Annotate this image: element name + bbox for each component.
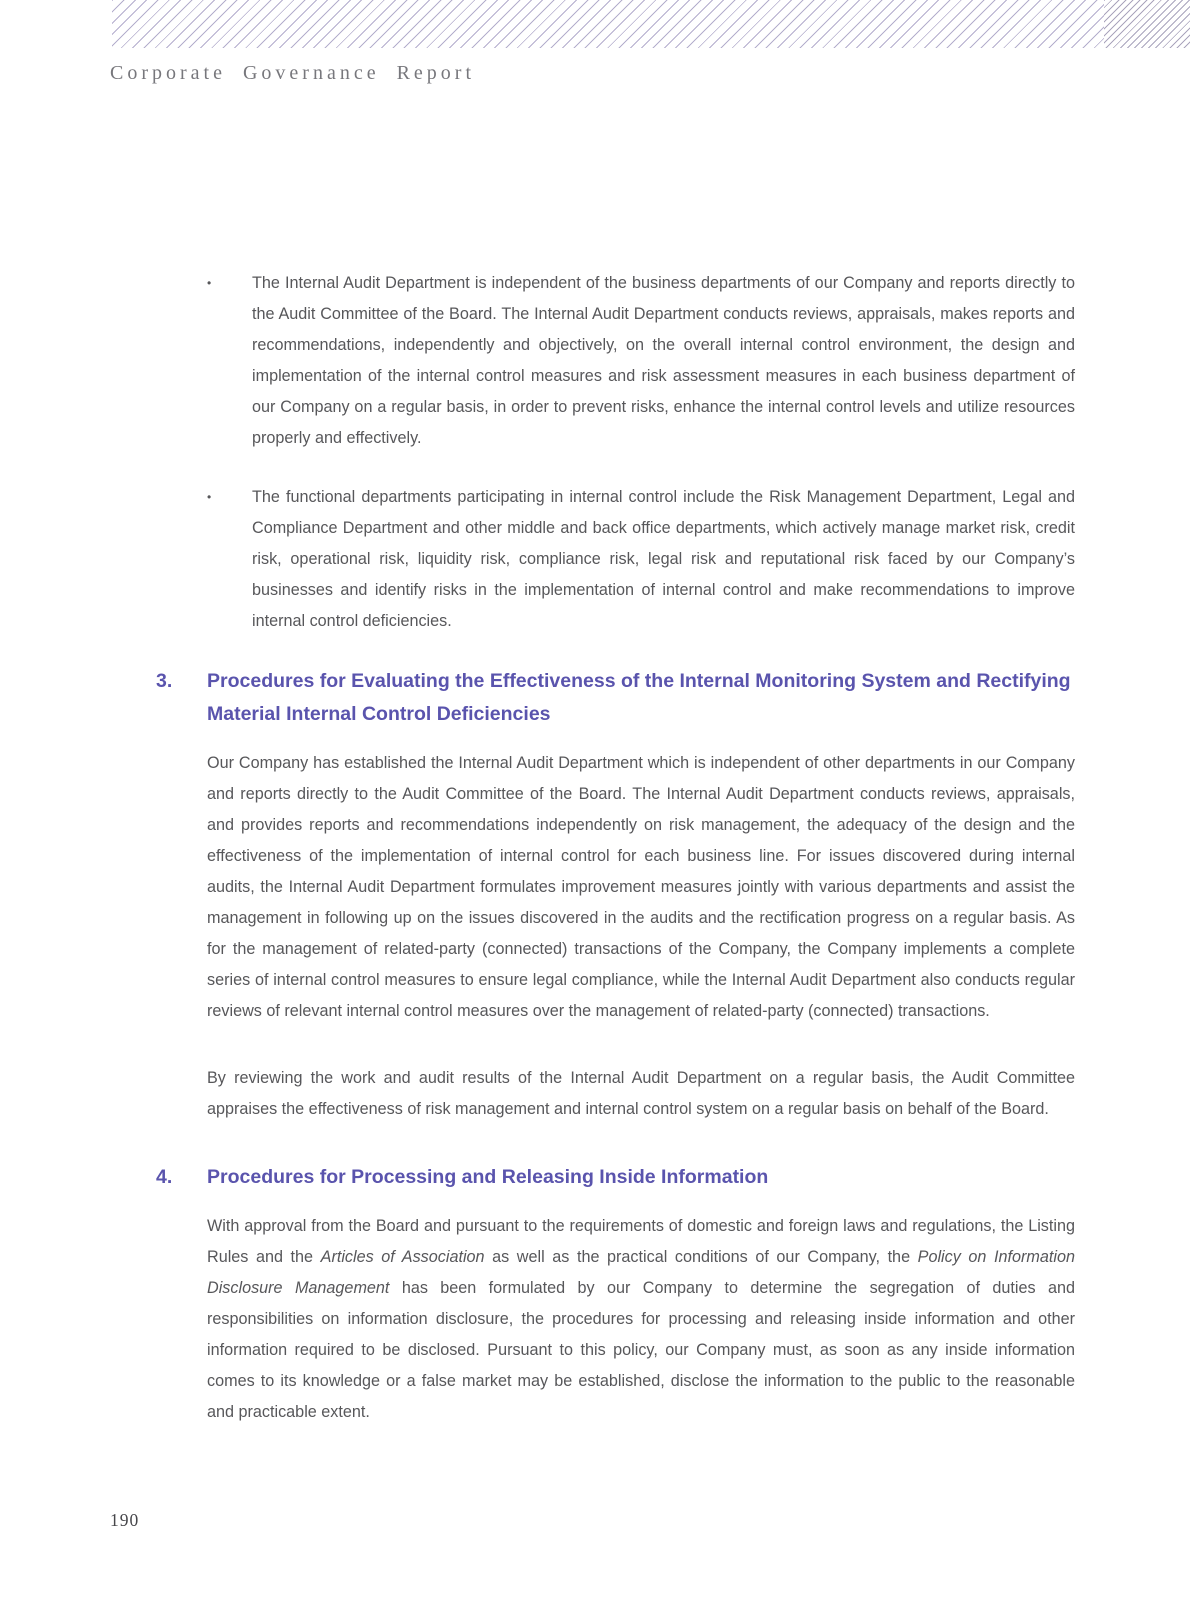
bullet-item-functional-departments [207, 482, 1075, 637]
section-4-heading [156, 1161, 1075, 1194]
bullet-text: The functional departments participating in internal control include the Risk Management Department, Legal and Compliance Department and other middle and back office departments, which actively manage market risk, credit risk, operational risk, liquidity risk, compliance risk, legal risk and reputational risk faced by our Company’s businesses and identify risks in the implementation of internal control and make recommendations to improve internal control deficiencies. [252, 488, 1075, 630]
hatch-banner-fine-section [1104, 0, 1190, 48]
bullet-dot-icon: • [207, 490, 212, 504]
bullet-text: The Internal Audit Department is independent of the business departments of our Company and reports directly to the Audit Committee of the Board. The Internal Audit Department conducts reviews, appraisals, makes reports and recommendations, independently and objectively, on the overall internal control environment, the design and implementation of the internal control measures and risk assessment measures in each business department of our Company on a regular basis, in order to prevent risks, enhance the internal control levels and utilize resources properly and effectively. [252, 274, 1075, 447]
bullet-item-internal-audit [207, 268, 1075, 454]
section-number: 3. [156, 670, 173, 692]
section-3-paragraph-1: Our Company has established the Internal Audit Department which is independent of other departments in our Company and reports directly to the Audit Committee of the Board. The Internal Audit Department conducts reviews, appraisals, and provides reports and recommendations independently on risk management, the adequacy of the design and the effectiveness of the implementation of internal control for each business line. For issues discovered during internal audits, the Internal Audit Department formulates improvement measures jointly with various departments and assist the management in following up on the issues discovered in the audits and the rectification progress on a regular basis. As for the management of related-party (connected) transactions of the Company, the Company implements a complete series of internal control measures to ensure legal compliance, while the Internal Audit Department also conducts regular reviews of relevant internal control measures over the management of related-party (connected) transactions. [207, 754, 1075, 1020]
page-number: 190 [110, 1510, 140, 1530]
section-number: 4. [156, 1166, 173, 1188]
bullet-dot-icon: • [207, 276, 212, 290]
section-title: Procedures for Processing and Releasing Inside Information [207, 1166, 769, 1188]
section-3-paragraph-2: By reviewing the work and audit results of the Internal Audit Department on a regular basis, the Audit Committee appraises the effectiveness of risk management and internal control system on a regular basis on behalf of the Board. [207, 1069, 1075, 1118]
section-title: Procedures for Evaluating the Effectiveness of the Internal Monitoring System and Rectifying Material Internal Control Deficiencies [207, 670, 1071, 725]
hatch-banner [112, 0, 1190, 48]
section-4-paragraph-1: With approval from the Board and pursuant to the requirements of domestic and foreign laws and regulations, the Listing Rules and the Articles of Association as well as the practical conditions of our Company, the Policy on Information Disclosure Management has been formulated by our Company to determine the segregation of duties and responsibilities on information disclosure, the procedures for processing and releasing inside information and other information required to be disclosed. Pursuant to this policy, our Company must, as soon as any inside information comes to its knowledge or a false market may be established, disclose the information to the public to the reasonable and practicable extent. [207, 1217, 1075, 1421]
section-3-heading [156, 665, 1075, 731]
document-content [156, 268, 1075, 1428]
report-header-title: Corporate Governance Report [110, 62, 476, 84]
